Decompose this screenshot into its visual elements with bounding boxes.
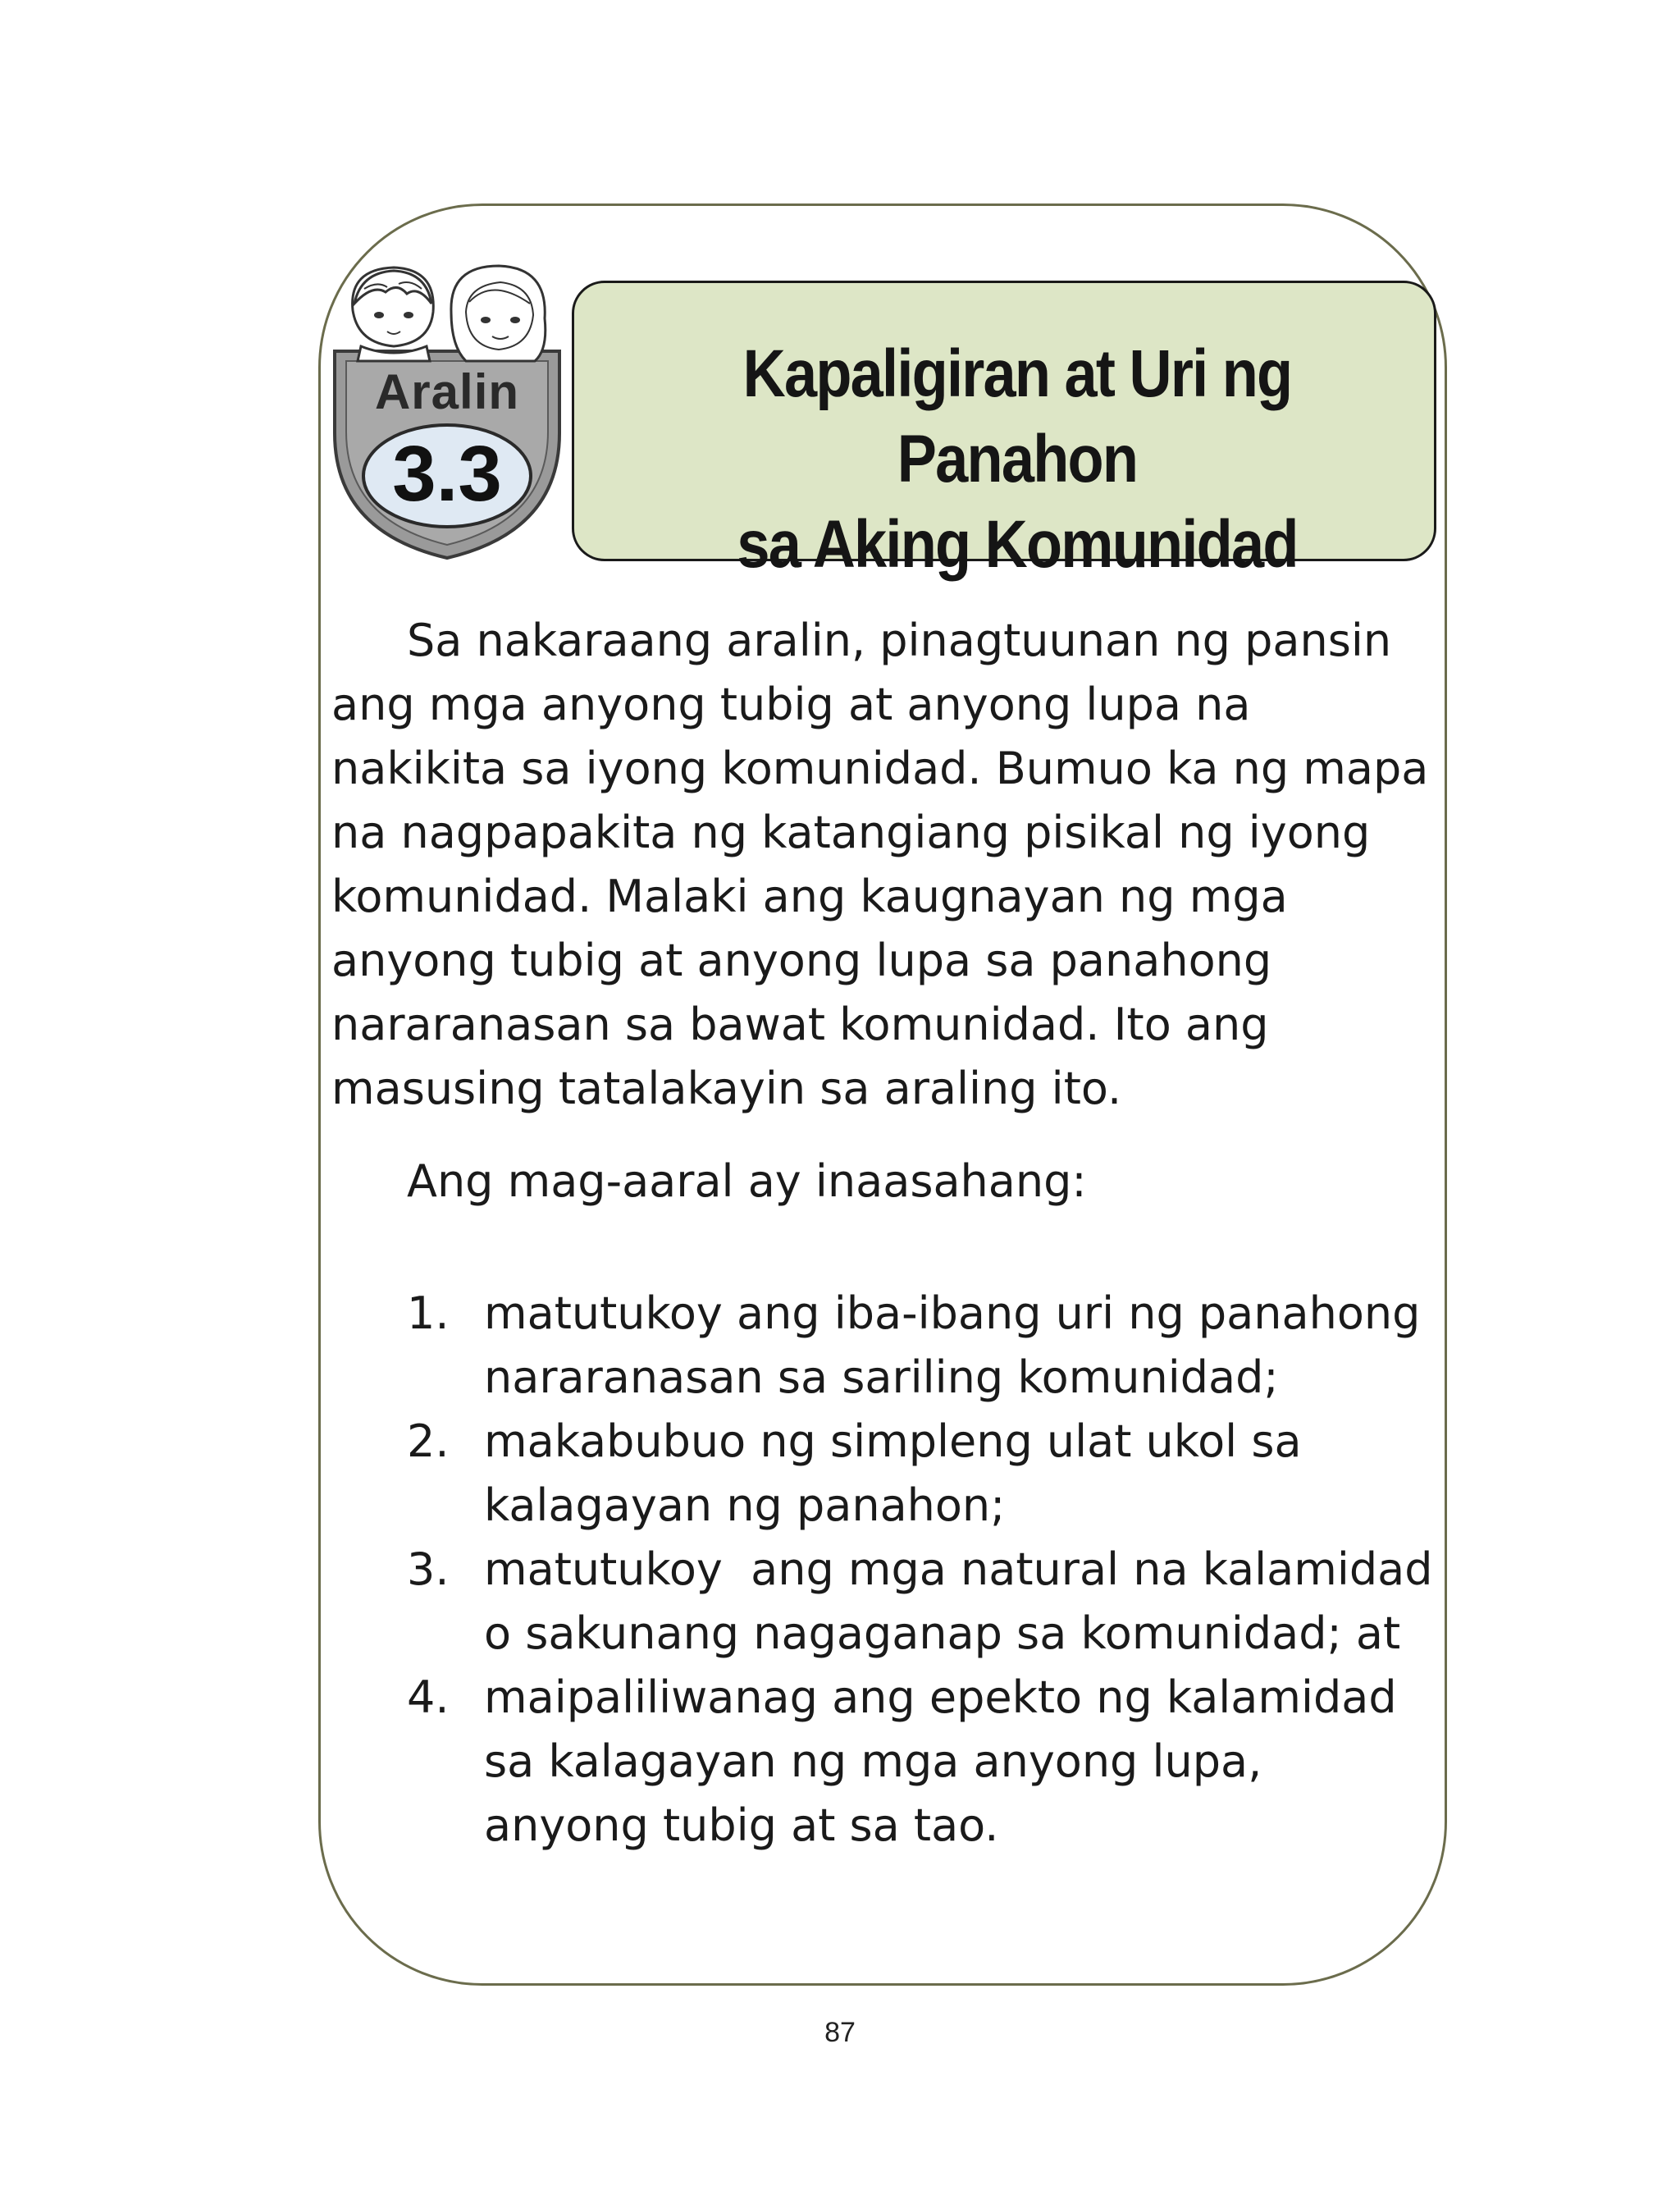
intro-line: masusing tatalakayin sa araling ito.: [331, 1063, 1122, 1114]
objective-item: [407, 1538, 1465, 1666]
page-number: 87: [824, 2017, 856, 2048]
lesson-badge: [328, 261, 566, 565]
intro-line: Sa nakaraang aralin, pinagtuunan ng pansin: [407, 615, 1392, 666]
lesson-label: Aralin: [374, 364, 520, 419]
objective-number: 1.: [407, 1287, 450, 1339]
objective-item: [407, 1410, 1465, 1538]
objective-text: anyong tubig at sa tao.: [484, 1799, 999, 1851]
objective-item: [407, 1666, 1465, 1858]
objective-text: maipaliliwanag ang epekto ng kalamidad: [484, 1671, 1397, 1723]
objective-text: o sakunang nagaganap sa komunidad; at: [484, 1607, 1401, 1659]
intro-line: na nagpapakita ng katangiang pisikal ng iyong: [331, 807, 1371, 858]
objectives-list: [407, 1282, 1465, 1858]
lesson-title-line-2: sa Aking Komunidad: [737, 507, 1298, 582]
objective-text: kalagayan ng panahon;: [484, 1479, 1006, 1531]
girl-icon: [451, 266, 546, 361]
boy-icon: [353, 267, 434, 361]
objective-number: 3.: [407, 1543, 450, 1595]
intro-line: komunidad. Malaki ang kaugnayan ng mga: [331, 871, 1288, 922]
objective-number: 4.: [407, 1671, 450, 1723]
expectation-intro: Ang mag-aaral ay inaasahang:: [407, 1155, 1087, 1207]
intro-paragraph: [331, 609, 1455, 1121]
intro-line: ang mga anyong tubig at anyong lupa na: [331, 679, 1251, 730]
objective-item: [407, 1282, 1465, 1410]
lesson-number: 3.3: [392, 430, 502, 518]
objective-number: 2.: [407, 1415, 450, 1467]
objective-text: matutukoy ang mga natural na kalamidad: [484, 1543, 1433, 1595]
objective-text: makabubuo ng simpleng ulat ukol sa: [484, 1415, 1302, 1467]
intro-line: nakikita sa iyong komunidad. Bumuo ka ng mapa: [331, 743, 1429, 794]
objective-text: nararanasan sa sariling komunidad;: [484, 1351, 1279, 1403]
objective-text: sa kalagayan ng mga anyong lupa,: [484, 1735, 1262, 1787]
intro-line: anyong tubig at anyong lupa sa panahong: [331, 935, 1272, 986]
lesson-title: [625, 331, 1409, 588]
lesson-title-line-1: Kapaligiran at Uri ng Panahon: [742, 336, 1292, 496]
objective-text: matutukoy ang iba-ibang uri ng panahong: [484, 1287, 1421, 1339]
intro-line: nararanasan sa bawat komunidad. Ito ang: [331, 999, 1269, 1050]
